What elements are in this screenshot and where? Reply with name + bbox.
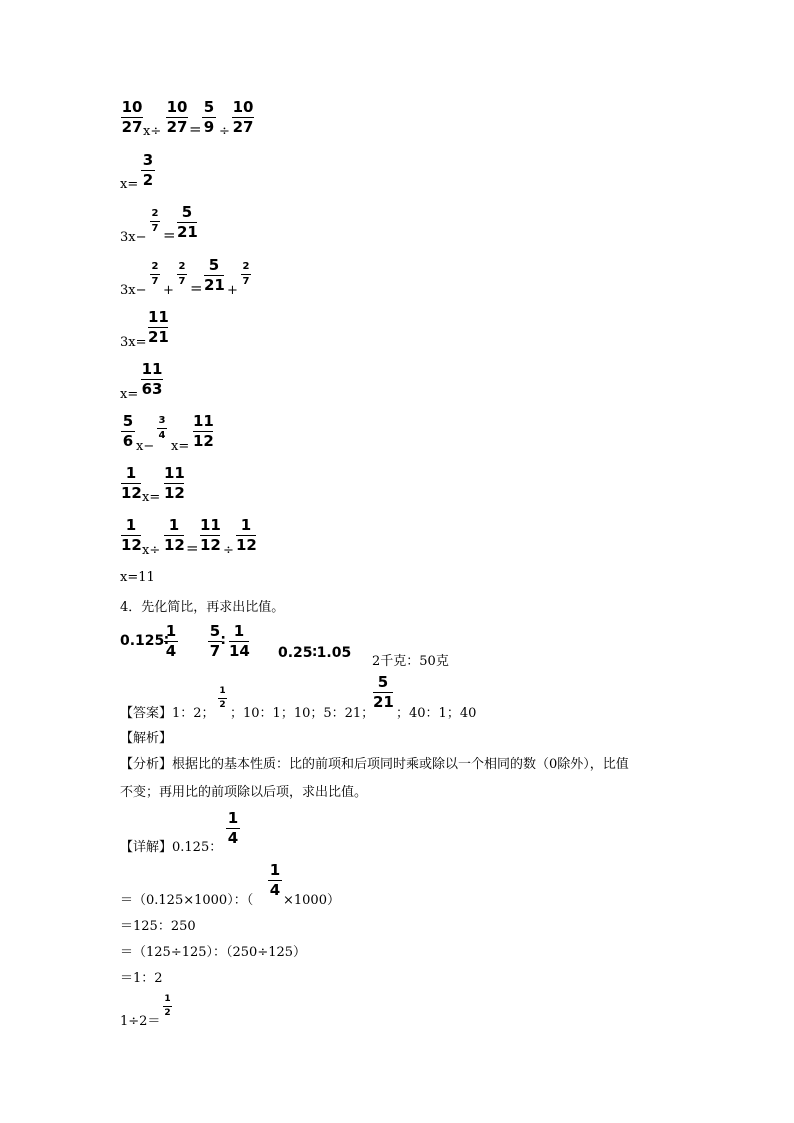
numerator: 5 <box>209 622 221 640</box>
denominator: 21 <box>177 223 198 241</box>
fraction <box>202 100 216 135</box>
detail-label: 【详解】 <box>120 840 173 855</box>
numerator: 11 <box>193 412 214 430</box>
denominator: 12 <box>193 432 214 450</box>
fraction <box>121 414 135 449</box>
denominator: 7 <box>151 223 159 234</box>
denominator: 27 <box>121 118 143 136</box>
numerator: 3 <box>158 415 166 426</box>
answer-label: 【答案】 <box>120 706 173 721</box>
numerator: 2 <box>242 261 250 272</box>
fraction <box>163 995 172 1018</box>
detail-line-3: ＝125：250 <box>120 919 196 934</box>
fenxi-label: 【分析】 <box>120 757 173 772</box>
fraction <box>236 518 256 553</box>
equals-sign: = <box>163 226 176 244</box>
analysis-text <box>120 753 629 772</box>
numerator: 1 <box>227 809 239 827</box>
operator: x= <box>142 490 161 505</box>
denominator: 6 <box>122 432 134 450</box>
denominator: 4 <box>269 881 281 899</box>
numerator: 1 <box>165 622 177 640</box>
numerator: 5 <box>203 98 215 116</box>
equation-prefix: 3x= <box>120 335 147 350</box>
operator: ÷ <box>219 124 230 139</box>
fraction <box>150 209 160 234</box>
numerator: 1 <box>125 464 137 482</box>
numerator: 1 <box>125 516 137 534</box>
numerator: 1 <box>269 861 281 879</box>
detail-l6-prefix: 1÷2＝ <box>120 1014 161 1029</box>
fraction <box>121 466 141 501</box>
denominator: 63 <box>141 380 163 398</box>
equals-sign: = <box>190 279 203 297</box>
fraction <box>226 811 240 846</box>
analysis-label: 【解析】 <box>120 731 173 746</box>
fraction <box>150 262 160 287</box>
equation-prefix: x= <box>120 387 139 402</box>
operator: x÷ <box>142 543 161 558</box>
fraction <box>141 362 163 397</box>
numerator: 11 <box>148 308 169 326</box>
denominator: 9 <box>203 118 215 136</box>
fenxi-line-1: 根据比的基本性质：比的前项和后项同时乘或除以一个相同的数（0除外），比值 <box>172 757 629 772</box>
denominator: 12 <box>200 536 221 554</box>
denominator: 27 <box>166 118 188 136</box>
equation-step-10: x=11 <box>120 570 155 585</box>
numerator: 11 <box>164 464 185 482</box>
numerator: 3 <box>142 151 154 169</box>
denominator: 12 <box>121 484 142 502</box>
numerator: 10 <box>121 98 143 116</box>
operator: + <box>163 283 174 298</box>
denominator: 4 <box>227 829 239 847</box>
denominator: 12 <box>121 536 142 554</box>
numerator: 5 <box>122 412 134 430</box>
equation-prefix: 3x− <box>120 230 147 245</box>
answer-part-1: 1：2； <box>172 706 215 721</box>
fraction <box>177 262 187 287</box>
fraction <box>164 518 184 553</box>
fraction <box>148 310 168 345</box>
denominator: 21 <box>148 328 169 346</box>
fraction <box>121 100 143 135</box>
numerator: 10 <box>166 98 188 116</box>
ratio-item-3: 0.25∶1.05 <box>278 645 352 661</box>
denominator: 21 <box>373 693 394 711</box>
detail-l2-prefix: ＝（0.125×1000）：（ <box>120 893 254 908</box>
denominator: 2 <box>142 171 154 189</box>
equals-sign: = <box>189 120 202 138</box>
fraction <box>166 100 188 135</box>
detail-line-4: ＝（125÷125）：（250÷125） <box>120 945 307 960</box>
numerator: 2 <box>178 261 186 272</box>
answer-part-3: ；40：1；40 <box>396 706 477 721</box>
ratio-item-1-prefix: 0.125∶ <box>120 633 169 649</box>
detail-line-5: ＝1：2 <box>120 971 163 986</box>
denominator: 14 <box>229 642 250 660</box>
fraction <box>232 100 254 135</box>
numerator: 1 <box>219 686 226 696</box>
operator: + <box>227 283 238 298</box>
numerator: 2 <box>151 261 159 272</box>
numerator: 1 <box>240 516 252 534</box>
detail-l2-suffix: ×1000） <box>283 893 340 908</box>
numerator: 1 <box>233 622 245 640</box>
denominator: 7 <box>242 276 250 287</box>
fraction <box>164 624 178 659</box>
fraction <box>157 416 167 441</box>
denominator: 12 <box>236 536 257 554</box>
operator: x= <box>171 439 190 454</box>
numerator: 1 <box>168 516 180 534</box>
denominator: 7 <box>178 276 186 287</box>
denominator: 4 <box>165 642 177 660</box>
denominator: 4 <box>158 430 166 441</box>
numerator: 1 <box>164 994 171 1004</box>
numerator: 11 <box>141 360 163 378</box>
denominator: 7 <box>151 276 159 287</box>
fraction <box>164 466 184 501</box>
numerator: 10 <box>232 98 254 116</box>
fraction <box>208 624 222 659</box>
fraction <box>241 262 251 287</box>
operator: ÷ <box>223 543 234 558</box>
fraction <box>229 624 249 659</box>
ratio-item-4: 2千克：50克 <box>372 654 449 669</box>
numerator: 11 <box>200 516 221 534</box>
fraction <box>218 687 227 710</box>
fraction <box>177 205 197 240</box>
equation-prefix: 3x− <box>120 283 147 298</box>
numerator: 5 <box>181 203 193 221</box>
detail-l1-prefix: 0.125： <box>172 840 223 855</box>
denominator: 7 <box>209 642 221 660</box>
operator: x÷ <box>143 124 162 139</box>
equation-prefix: x= <box>120 177 139 192</box>
operator: x− <box>136 439 155 454</box>
fenxi-line-2: 不变；再用比的前项除以后项，求出比值。 <box>120 785 368 800</box>
denominator: 27 <box>232 118 254 136</box>
fraction <box>193 414 213 449</box>
fraction <box>373 675 393 710</box>
fraction <box>268 863 282 898</box>
fraction <box>204 258 224 293</box>
fraction <box>121 518 141 553</box>
equals-sign: = <box>186 539 199 557</box>
numerator: 5 <box>208 256 220 274</box>
denominator: 12 <box>164 536 185 554</box>
numerator: 5 <box>377 673 389 691</box>
problem-title: 4．先化简比，再求出比值。 <box>120 600 285 615</box>
ratio-colon: ∶ <box>221 633 226 649</box>
answer-part-2: ；10：1；10；5：21； <box>230 706 375 721</box>
denominator: 2 <box>164 1008 171 1018</box>
denominator: 21 <box>204 276 225 294</box>
denominator: 12 <box>164 484 185 502</box>
fraction <box>141 153 155 188</box>
fraction <box>200 518 220 553</box>
denominator: 2 <box>219 700 226 710</box>
numerator: 2 <box>151 208 159 219</box>
